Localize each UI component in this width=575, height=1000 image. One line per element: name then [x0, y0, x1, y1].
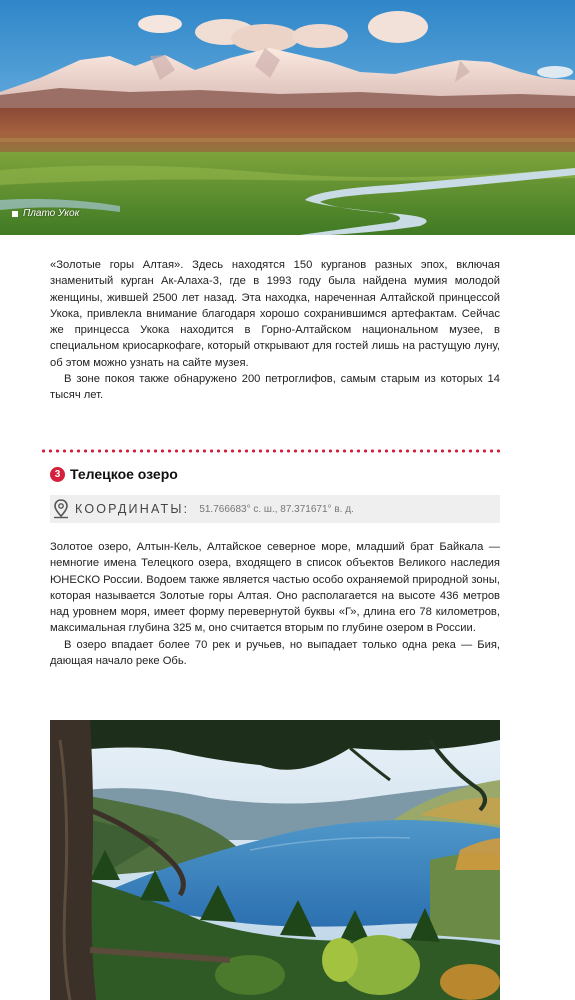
lake-landscape-illustration	[50, 720, 500, 1000]
caption-square-icon	[12, 211, 18, 217]
section-number-badge: 3	[50, 467, 65, 482]
map-pin-icon	[53, 499, 69, 519]
text-block-ukok	[50, 257, 500, 404]
coordinates-label: КООРДИНАТЫ:	[75, 502, 190, 516]
caption-text: Плато Укок	[23, 208, 80, 219]
coordinates-bar	[50, 495, 500, 523]
paragraph: В озеро впадает более 70 рек и ручьев, но выпадает только одна река — Бия, дающая начало реке Обь.	[50, 638, 500, 668]
paragraph: «Золотые горы Алтая». Здесь находятся 150 курганов разных эпох, включая знаменитый курган Ак-Алаха-3, где в 1993 году была найдена мумия молодой женщины, жившей 2500 лет назад. Эта находка, нареченная Алтайской принцессой Укока, привлекла внимание благодаря хорошо сохранившимся артефактам. Сейчас же принцесса Укока находится в Горно-Алтайском национальном музее, в специальном криосаркофаге, который открывают для гостей лишь на растущую луну, об этом можно узнать на сайте музея.	[50, 259, 500, 369]
text-block-teletskoye	[50, 539, 500, 669]
paragraph: Золотое озеро, Алтын-Кель, Алтайское северное море, младший брат Байкала — немногие имена Телецкого озера, входящего в список объектов Великого наследия ЮНЕСКО России. Водоем также является частью особо охраняемой природной зоны, которая называется Золотые горы Алтая. Оно располагается на высоте 436 метров над уровнем моря, имеет форму перевернутой буквы «Г», длина его 78 километров, максимальная глубина 325 м, оно считается вторым по глубине озером в России.	[50, 541, 500, 635]
ukok-landscape-illustration	[0, 0, 575, 235]
dotted-divider	[40, 449, 500, 453]
section-header	[50, 466, 178, 482]
section-title: Телецкое озеро	[70, 466, 178, 482]
photo-ukok-plateau	[0, 0, 575, 235]
photo-lake-teletskoye	[50, 720, 500, 1000]
paragraph: В зоне покоя также обнаружено 200 петроглифов, самым старым из которых 14 тысяч лет.	[50, 373, 500, 402]
coordinates-value: 51.766683° с. ш., 87.371671° в. д.	[199, 503, 354, 515]
photo-caption	[12, 208, 79, 219]
